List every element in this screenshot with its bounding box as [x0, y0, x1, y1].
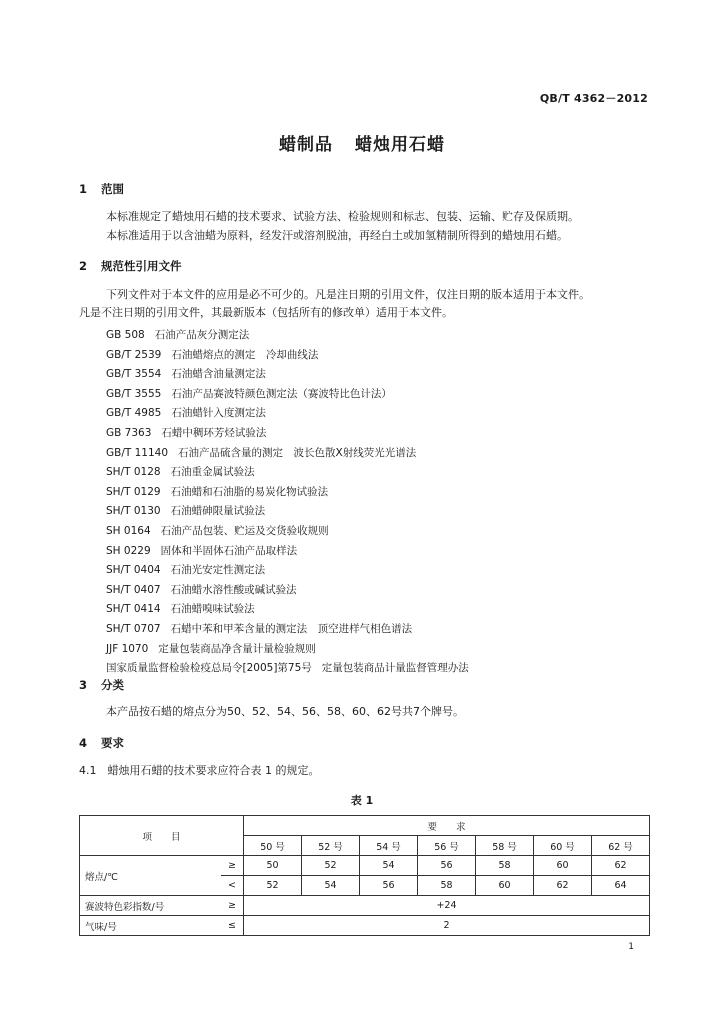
table-cell: 54 — [302, 876, 360, 896]
section-number: 2 — [79, 259, 88, 273]
reference-code: SH/T 0414 — [106, 603, 161, 616]
grade-header: 50 号 — [244, 836, 302, 856]
table-cell: 62 — [592, 856, 650, 876]
section-title: 要求 — [101, 736, 124, 750]
reference-code: GB/T 4985 — [106, 407, 162, 420]
reference-item — [106, 522, 469, 542]
title-part-1: 蜡制品 — [279, 135, 333, 155]
reference-title: 石油蜡水溶性酸或碱试验法 — [170, 583, 297, 596]
reference-code: SH/T 0407 — [106, 583, 161, 596]
requirements-table — [79, 815, 650, 936]
table-cell: 2 — [244, 916, 650, 936]
reference-item — [106, 404, 469, 424]
table-row — [80, 856, 650, 876]
reference-title: 石油蜡熔点的测定 冷却曲线法 — [171, 348, 319, 361]
scope-paragraph-1: 本标准规定了蜡烛用石蜡的技术要求、试验方法、检验规则和标志、包装、运输、贮存及保质期。 — [106, 210, 579, 223]
symbol-ge: ≥ — [221, 896, 244, 916]
section-3-heading — [79, 677, 124, 693]
standard-number: QB/T 4362－2012 — [539, 92, 648, 105]
section-title: 分类 — [101, 678, 124, 692]
section-1-heading — [79, 181, 124, 197]
reference-item — [106, 463, 469, 483]
classification-paragraph: 本产品按石蜡的熔点分为50、52、54、56、58、60、62号共7个牌号。 — [106, 705, 464, 718]
section-number: 1 — [79, 182, 88, 196]
table-row — [80, 916, 650, 936]
table-cell: 58 — [476, 856, 534, 876]
reference-code: GB/T 2539 — [106, 348, 162, 361]
table-cell: 56 — [360, 876, 418, 896]
grade-header: 56 号 — [418, 836, 476, 856]
grade-header: 60 号 — [534, 836, 592, 856]
reference-title: 石蜡中苯和甲苯含量的测定法 顶空进样气相色谱法 — [170, 622, 413, 635]
reference-list — [106, 326, 469, 679]
reference-code: SH 0164 — [106, 524, 151, 537]
reference-title: 石油蜡针入度测定法 — [171, 407, 266, 420]
reference-item — [106, 385, 469, 405]
reference-title: 固体和半固体石油产品取样法 — [160, 544, 298, 557]
reference-code: SH/T 0129 — [106, 485, 161, 498]
reference-item — [106, 659, 469, 679]
requirement-header: 要 求 — [244, 816, 650, 836]
reference-title: 石蜡中稠环芳烃试验法 — [161, 426, 267, 439]
reference-title: 定量包装商品净含量计量检验规则 — [158, 642, 316, 655]
symbol-lt: < — [221, 876, 244, 896]
symbol-le: ≤ — [221, 916, 244, 936]
page-number: 1 — [628, 942, 634, 952]
reference-item — [106, 600, 469, 620]
reference-item — [106, 502, 469, 522]
references-intro-line-2: 凡是不注日期的引用文件，其最新版本（包括所有的修改单）适用于本文件。 — [79, 306, 453, 319]
table-cell: 52 — [244, 876, 302, 896]
melting-point-label: 熔点/℃ — [80, 856, 222, 896]
reference-code: GB 508 — [106, 329, 145, 341]
item-header: 项 目 — [80, 816, 244, 856]
reference-code: SH/T 0707 — [106, 622, 161, 635]
section-title: 规范性引用文件 — [101, 259, 182, 273]
grade-header: 52 号 — [302, 836, 360, 856]
reference-item — [106, 581, 469, 601]
table-cell: 60 — [534, 856, 592, 876]
reference-item — [106, 620, 469, 640]
table-cell: 60 — [476, 876, 534, 896]
document-title — [0, 130, 724, 155]
scope-paragraph-2: 本标准适用于以含油蜡为原料，经发汗或溶剂脱油，再经白土或加氢精制所得到的蜡烛用石蜡。 — [106, 229, 568, 242]
reference-title: 定量包装商品计量监督管理办法 — [321, 662, 469, 675]
table-cell: 50 — [244, 856, 302, 876]
reference-item — [106, 365, 469, 385]
table-cell: 62 — [534, 876, 592, 896]
reference-title: 石油产品赛波特颜色测定法（赛波特比色计法） — [171, 387, 392, 400]
reference-code: SH/T 0404 — [106, 564, 161, 577]
section-4-heading — [79, 735, 124, 751]
reference-item — [106, 444, 469, 464]
table-caption: 表 1 — [350, 794, 374, 807]
reference-title: 石油重金属试验法 — [170, 466, 255, 479]
reference-code: GB 7363 — [106, 426, 152, 439]
table-row — [80, 896, 650, 916]
reference-code: SH/T 0128 — [106, 466, 161, 479]
table-header-row — [80, 816, 650, 836]
reference-title: 石油蜡嗅味试验法 — [170, 603, 255, 616]
saybolt-color-label: 赛波特色彩指数/号 — [80, 896, 222, 916]
grade-header: 62 号 — [592, 836, 650, 856]
section-2-heading — [79, 258, 182, 274]
reference-title: 石油蜡含油量测定法 — [171, 368, 266, 381]
reference-item — [106, 640, 469, 660]
table-cell: 54 — [360, 856, 418, 876]
table-cell: +24 — [244, 896, 650, 916]
grade-header: 58 号 — [476, 836, 534, 856]
table-cell: 52 — [302, 856, 360, 876]
reference-code: SH/T 0130 — [106, 505, 161, 518]
reference-item — [106, 483, 469, 503]
reference-code: GB/T 3555 — [106, 387, 162, 400]
section-number: 4 — [79, 736, 88, 750]
table-cell: 56 — [418, 856, 476, 876]
reference-title: 石油蜡砷限量试验法 — [170, 505, 266, 518]
table-cell: 64 — [592, 876, 650, 896]
reference-item — [106, 542, 469, 562]
reference-title: 石油光安定性测定法 — [170, 564, 266, 577]
reference-title: 石油产品灰分测定法 — [154, 329, 250, 341]
requirements-paragraph: 4.1 蜡烛用石蜡的技术要求应符合表 1 的规定。 — [79, 764, 320, 777]
reference-code: GB/T 3554 — [106, 368, 162, 381]
reference-item — [106, 326, 469, 346]
reference-item — [106, 561, 469, 581]
reference-title: 石油蜡和石油脂的易炭化物试验法 — [170, 485, 329, 498]
reference-code: JJF 1070 — [106, 642, 149, 655]
reference-code: GB/T 11140 — [106, 446, 169, 459]
reference-code: SH 0229 — [106, 544, 151, 557]
table-cell: 58 — [418, 876, 476, 896]
section-title: 范围 — [101, 182, 124, 196]
grade-header: 54 号 — [360, 836, 418, 856]
symbol-ge: ≥ — [221, 856, 244, 876]
reference-title: 石油产品硫含量的测定 波长色散X射线荧光光谱法 — [178, 446, 417, 459]
reference-code: 国家质量监督检验检疫总局令[2005]第75号 — [106, 662, 312, 675]
section-number: 3 — [79, 678, 88, 692]
reference-item — [106, 424, 469, 444]
odor-label: 气味/号 — [80, 916, 222, 936]
reference-item — [106, 346, 469, 366]
reference-title: 石油产品包装、贮运及交货验收规则 — [160, 524, 329, 537]
references-intro-line-1: 下列文件对于本文件的应用是必不可少的。凡是注日期的引用文件，仅注日期的版本适用于本文件。 — [106, 288, 590, 301]
title-part-2: 蜡烛用石蜡 — [355, 135, 445, 155]
